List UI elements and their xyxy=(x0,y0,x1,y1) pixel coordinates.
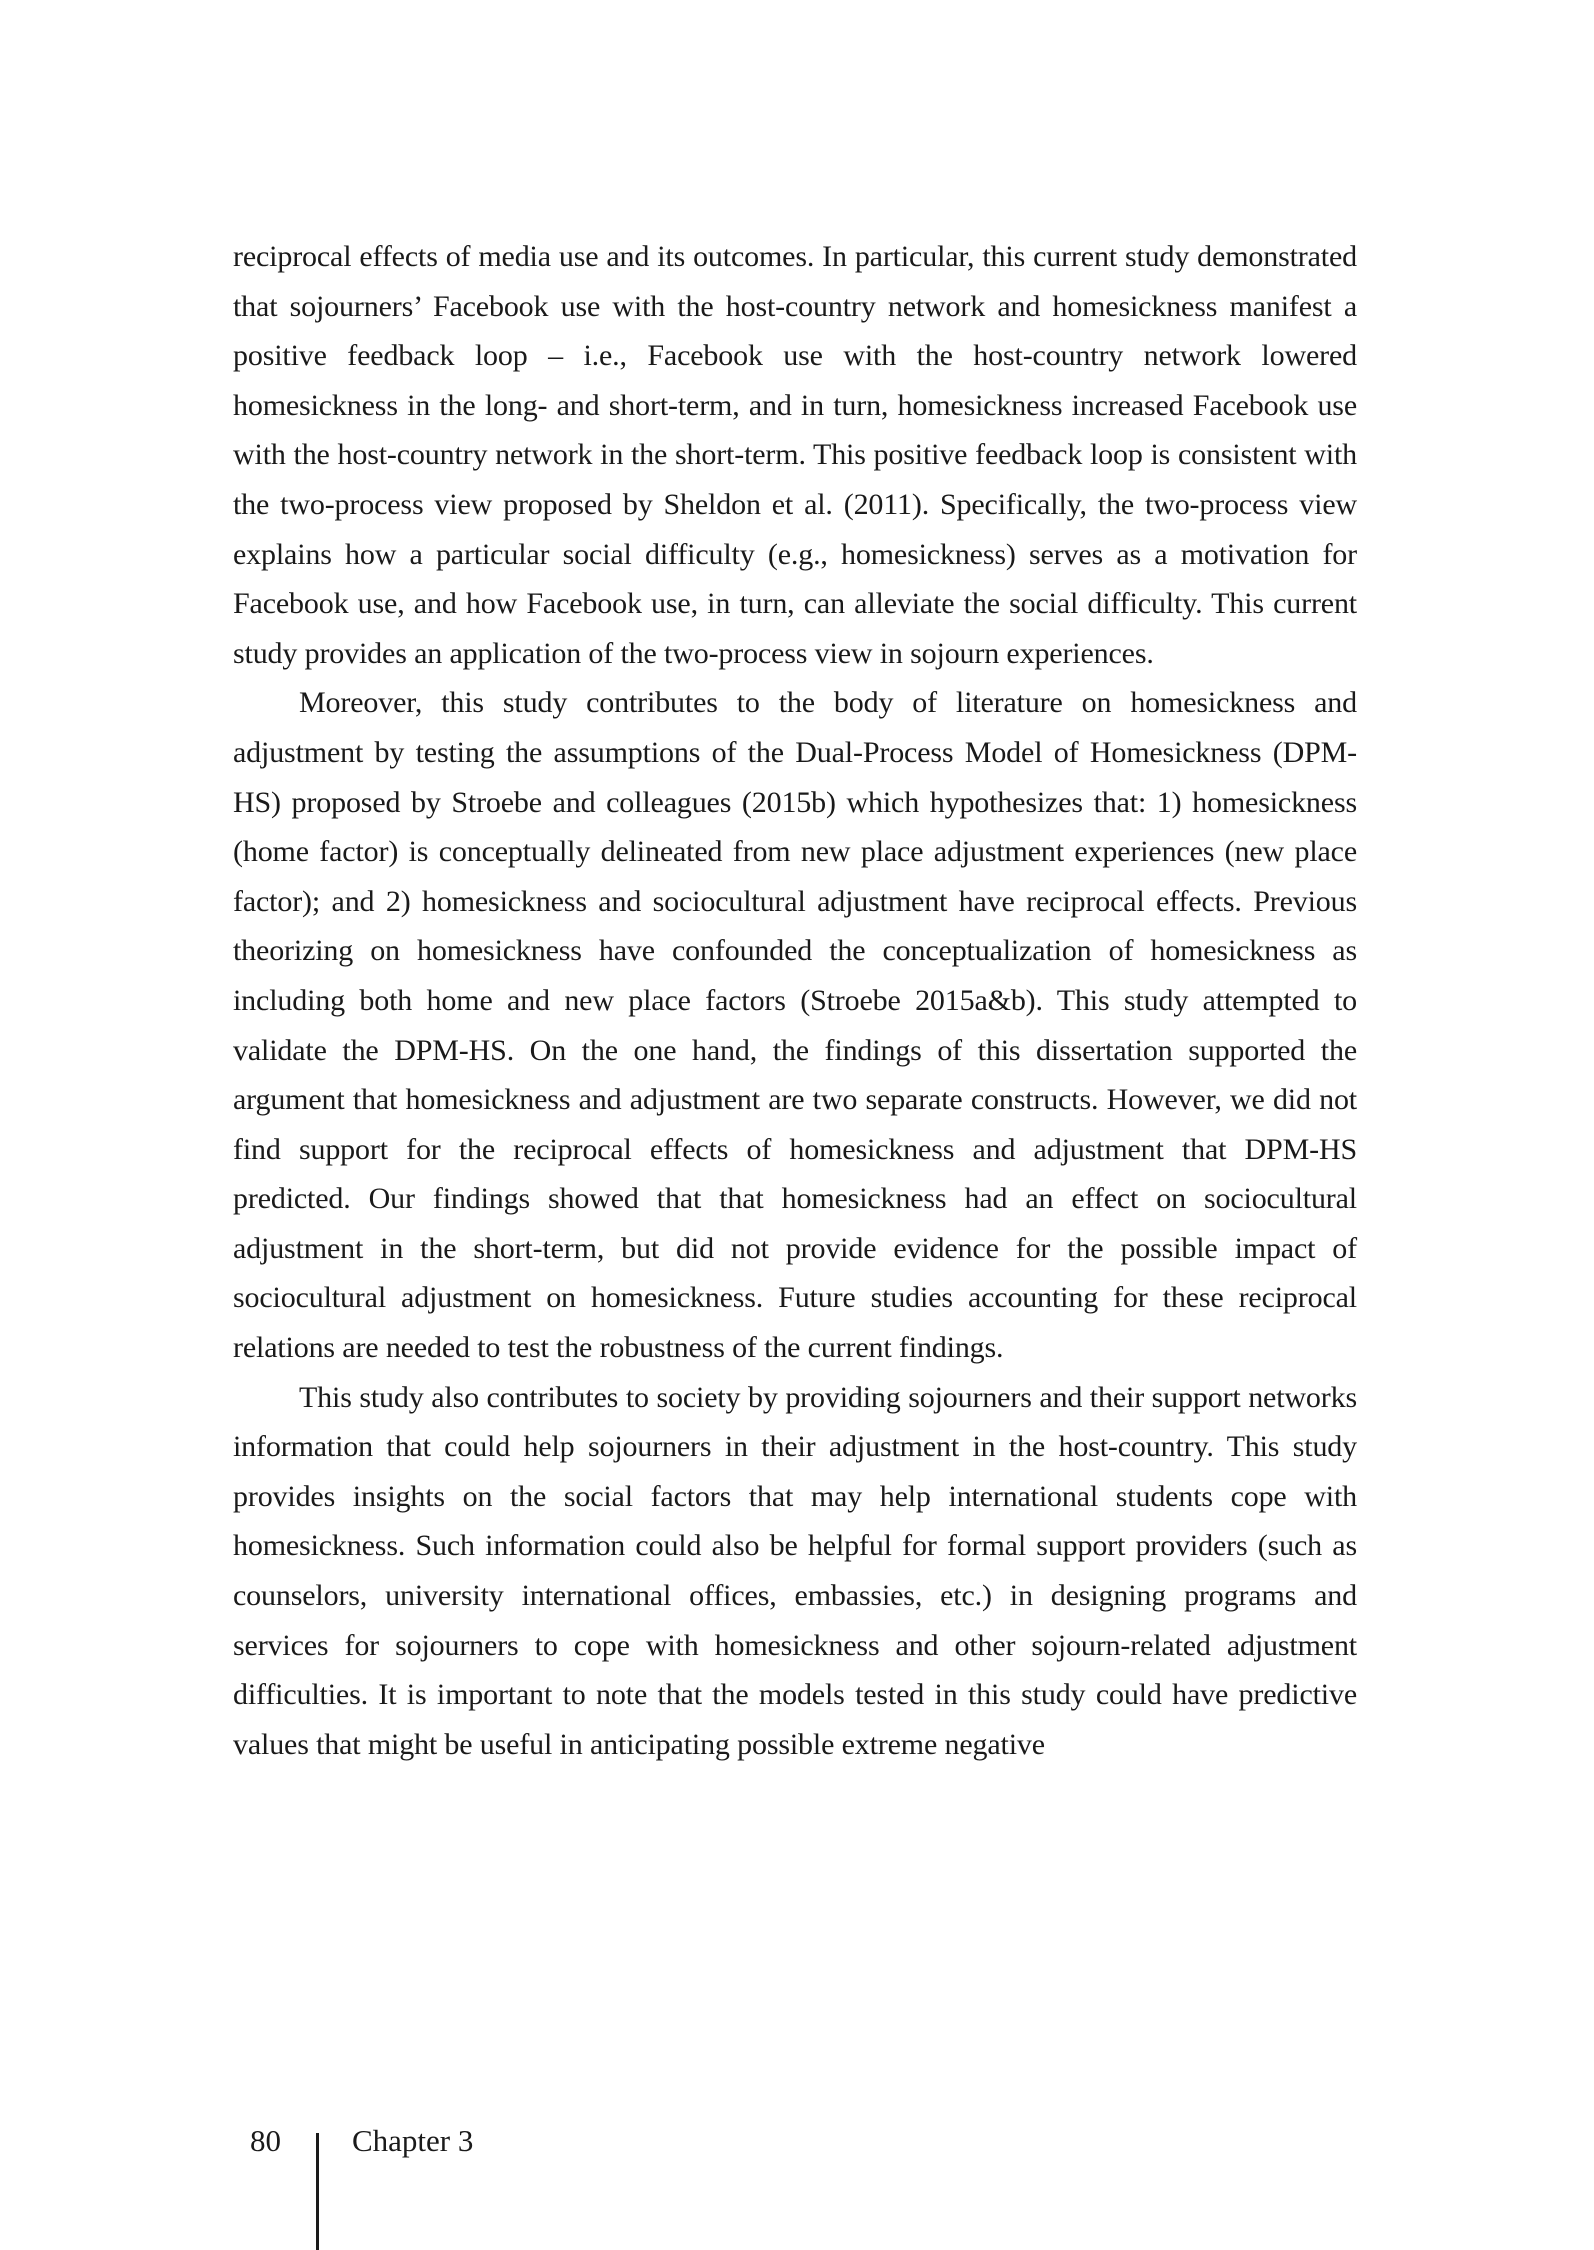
footer-divider xyxy=(316,2133,319,2250)
paragraph-3: This study also contributes to society by providing sojourners and their support networks information that could help sojourners in their adjustment in the host-country. This study provides insights on the social factors that may help international students cope with homesickness. Such information could also be helpful for formal support providers (such as counselors, university international offices, embassies, etc.) in designing programs and services for sojourners to cope with homesickness and other sojourn-related adjustment difficulties. It is important to note that the models tested in this study could have predictive values that might be useful in anticipating possible extreme negative xyxy=(233,1380,1357,1761)
page-number: 80 xyxy=(250,2123,281,2158)
paragraph-2: Moreover, this study contributes to the body of literature on homesickness and adjustment by testing the assumptions of the Dual-Process Model of Homesickness (DPM-HS) proposed by Stroebe and colleagues (2015b) which hypothesizes that: 1) homesickness (home factor) is conceptually delineated from new place adjustment experiences (new place factor); and 2) homesickness and sociocultural adjustment have reciprocal effects. Previous theorizing on homesickness have confounded the conceptualization of homesickness as including both home and new place factors (Stroebe 2015a&b). This study attempted to validate the DPM-HS. On the one hand, the findings of this dissertation supported the argument that homesickness and adjustment are two separate constructs. However, we did not find support for the reciprocal effects of homesickness and adjustment that DPM-HS predicted. Our findings showed that that homesickness had an effect on sociocultural adjustment in the short-term, but did not provide evidence for the possible impact of sociocultural adjustment on homesickness. Future studies accounting for these reciprocal relations are needed to test the robustness of the current findings. xyxy=(233,686,1357,1365)
page-body xyxy=(233,232,1357,1769)
paragraph-1: reciprocal effects of media use and its outcomes. In particular, this current study demonstrated that sojourners’ Facebook use with the host-country network and homesickness manifest a positive feedback loop – i.e., Facebook use with the host-country network lowered homesickness in the long- and short-term, and in turn, homesickness increased Facebook use with the host-country network in the short-term. This positive feedback loop is consistent with the two-process view proposed by Sheldon et al. (2011). Specifically, the two-process view explains how a particular social difficulty (e.g., homesickness) serves as a motivation for Facebook use, and how Facebook use, in turn, can alleviate the social difficulty. This current study provides an application of the two-process view in sojourn experiences. xyxy=(233,240,1357,670)
running-footer-chapter: Chapter 3 xyxy=(352,2123,474,2158)
